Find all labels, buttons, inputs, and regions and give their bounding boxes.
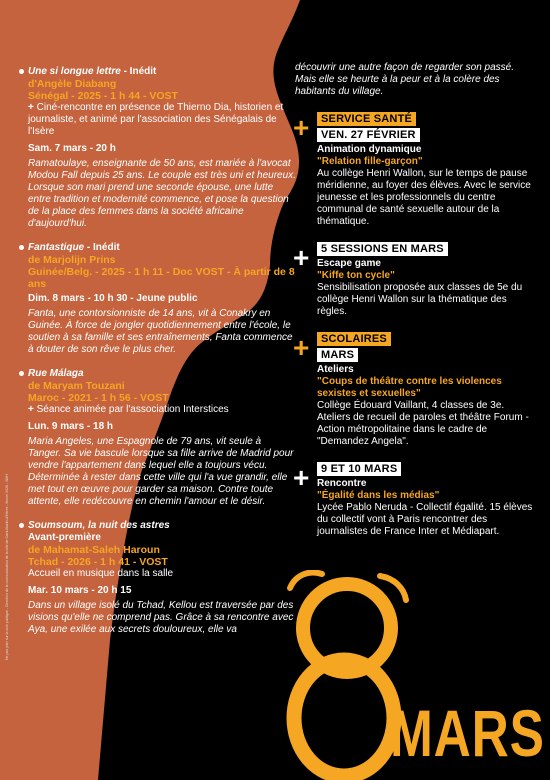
film-director: d'Angèle Diabang [28, 78, 117, 90]
bullet-icon [19, 69, 24, 74]
event-text: Sensibilisation proposée aux classes de 5e du collège Henri Wallon sur la thématique des règles. [317, 282, 523, 317]
film-synopsis: Maria Angeles, une Espagnole de 79 ans, vit seule à Tanger. Sa vie bascule lorsque sa fille arrive de Madrid pour vendre l'appartement dans lequel elle a toujours vécu. Déterminée à rester dans cette ville qui l'a vue grandir, elle met tout en œuvre pour garder sa maison. Contre toute attente, elle redécouvre en chemin l'amour et le désir. [28, 436, 294, 507]
film-meta: Tchad - 2026 - 1 h 41 - VOST [28, 556, 168, 568]
film-note: + Ciné-rencontre en présence de Thierno Dia, historien et journaliste, et animé par l'association des Sénégalais de l'Isère [28, 102, 284, 137]
film-note: Accueil en musique dans la salle [28, 568, 174, 579]
event-section [295, 242, 535, 318]
event-section [295, 112, 535, 228]
event-tag: SERVICE SANTÉ [317, 112, 416, 126]
film-date: Lun. 9 mars - 18 h [28, 421, 114, 432]
event-date-tag: MARS [317, 348, 358, 362]
big-mars-word: MARS [390, 696, 545, 770]
event-tag: 9 ET 10 MARS [317, 462, 401, 476]
film-synopsis: Ramatoulaye, enseignante de 50 ans, est mariée à l'avocat Modou Fall depuis 25 ans. Le couple est très uni et heureux. Lorsque son mari prend une seconde épouse, une lutte entre tradition et modernité commence, et pose la question de la place des femmes dans la société africaine d'aujourd'hui. [28, 158, 296, 229]
film-date: Sam. 7 mars - 20 h [28, 143, 116, 154]
film-note: + Séance animée par l'association Interstices [28, 404, 229, 415]
plus-icon: + [293, 332, 310, 363]
film-premiere: Avant-première [28, 532, 101, 543]
film-list [28, 66, 296, 646]
film-synopsis: Fanta, une contorsionniste de 14 ans, vit à Conakry en Guinée. À force de jongler quotidiennement entre l'école, le soutien à sa famille et ses entraînements, Fanta commence à douter de son rêve le plus cher. [28, 308, 293, 355]
film-item [28, 520, 296, 636]
film-meta: Maroc - 2021 - 1 h 56 - VOST [28, 392, 169, 404]
film-title: Une si longue lettre - Inédit [28, 66, 157, 77]
film-synopsis: Dans un village isolé du Tchad, Kellou est traversée par des visions qu'elle ne comprend pas. Grâce à sa rencontre avec Aya, une exilée aux secrets douloureux, elle va [28, 600, 294, 635]
film-date: Dim. 8 mars - 10 h 30 - Jeune public [28, 293, 198, 304]
event-tag: SCOLAIRES [317, 332, 391, 346]
event-text: Collège Édouard Vaillant, 4 classes de 3e. Ateliers de recueil de paroles et théâtre Forum - Action métropolitaine dans le cadre de "Demandez Angela". [317, 400, 529, 447]
event-kind: Ateliers [317, 364, 354, 375]
plus-icon: + [293, 112, 310, 143]
synopsis-continued: découvrir une autre façon de regarder son passé. Mais elle se heurte à la peur et à la colère des habitants du village. [295, 62, 515, 97]
bullet-icon [19, 371, 24, 376]
film-director: de Mahamat-Saleh Haroun [28, 544, 160, 556]
film-meta: Guinée/Belg. - 2025 - 1 h 11 - Doc VOST - À partir de 8 ans [28, 266, 295, 290]
film-item [28, 66, 296, 230]
events-column [295, 62, 535, 552]
bullet-icon [19, 245, 24, 250]
film-date: Mar. 10 mars - 20 h 15 [28, 585, 132, 596]
film-title: Fantastique - Inédit [28, 242, 120, 253]
film-director: de Maryam Touzani [28, 380, 125, 392]
event-section [295, 462, 535, 538]
film-title: Soumsoum, la nuit des astres [28, 520, 170, 531]
plus-icon: + [293, 242, 310, 273]
event-title: "Relation fille-garçon" [317, 156, 423, 167]
event-section [295, 332, 535, 448]
event-title: "Égalité dans les médias" [317, 490, 440, 501]
plus-icon: + [293, 462, 310, 493]
film-item [28, 368, 296, 508]
film-director: de Marjolijn Prins [28, 254, 116, 266]
event-title: "Kiffe ton cycle" [317, 270, 395, 281]
side-credit [5, 652, 9, 660]
event-kind: Escape game [317, 258, 381, 269]
event-kind: Animation dynamique [317, 144, 422, 155]
event-text: Au collège Henri Wallon, sur le temps de pause méridienne, au foyer des élèves. Avec le service jeunesse et les professionnels du centre communal de santé sexuelle autour de la thématique. [317, 168, 531, 227]
bullet-icon [19, 523, 24, 528]
film-item [28, 242, 296, 356]
event-kind: Rencontre [317, 478, 367, 489]
event-tag: 5 SESSIONS EN MARS [317, 242, 448, 256]
event-title: "Coups de théâtre contre les violences sexistes et sexuelles" [317, 376, 502, 399]
event-date-tag: VEN. 27 FÉVRIER [317, 128, 420, 142]
film-meta: Sénégal - 2025 - 1 h 44 - VOST [28, 90, 178, 102]
event-text: Lycée Pablo Neruda - Collectif égalité. 15 élèves du collectif vont à Paris rencontrer des journalistes de France Inter et Médiapart. [317, 502, 533, 537]
film-title: Rue Málaga [28, 368, 84, 379]
